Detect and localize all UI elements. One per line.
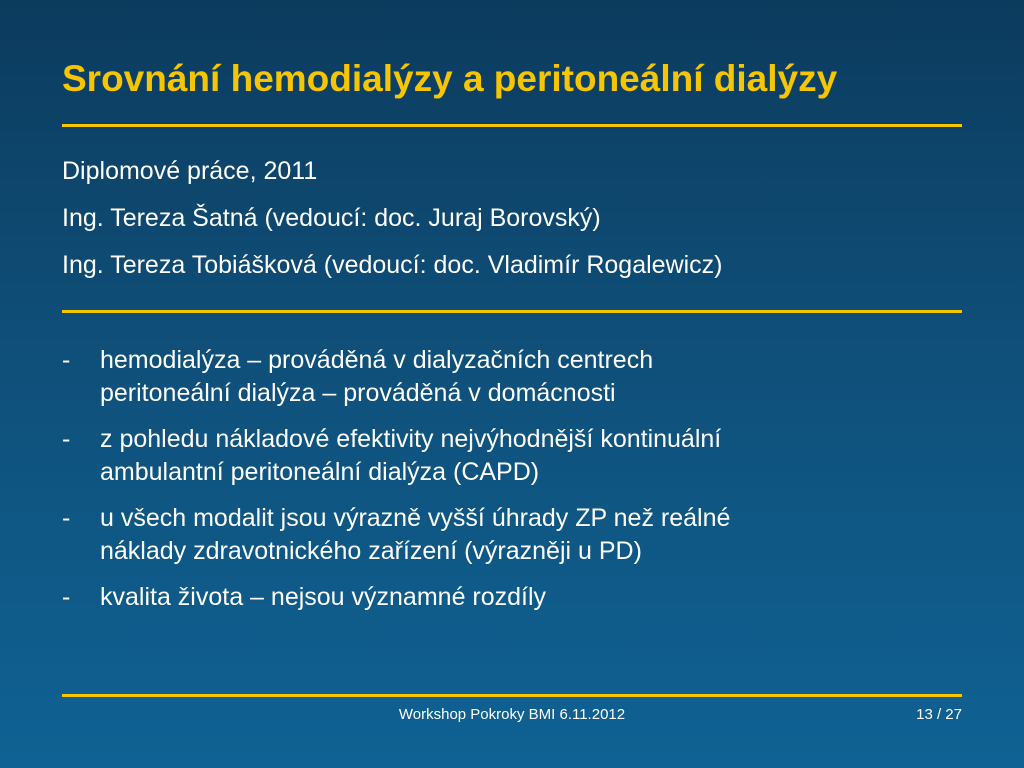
intro-block: [62, 148, 723, 289]
intro-line-thesis: Diplomové práce, 2011: [62, 157, 318, 185]
title-divider: [62, 124, 962, 127]
page-number: 13 / 27: [916, 706, 962, 723]
list-item: [62, 502, 972, 568]
bullet-text: z pohledu nákladové efektivity nejvýhodnější kontinuální: [100, 425, 722, 453]
bullet-text: u všech modalit jsou výrazně vyšší úhrady ZP než reálné: [100, 504, 731, 532]
intro-divider: [62, 310, 962, 313]
bullet-list: [62, 344, 972, 627]
bullet-text: ambulantní peritoneální dialýza (CAPD): [100, 458, 540, 486]
list-item: [62, 344, 972, 410]
bullet-text: náklady zdravotnického zařízení (výrazněji u PD): [100, 537, 642, 565]
bullet-marker: -: [62, 504, 71, 532]
slide-title: Srovnání hemodialýzy a peritoneální dialýzy: [62, 58, 838, 99]
bullet-text: hemodialýza – prováděná v dialyzačních centrech: [100, 346, 654, 374]
footer-event: Workshop Pokroky BMI 6.11.2012: [398, 706, 626, 723]
bullet-marker: -: [62, 583, 71, 611]
intro-line-author-2: Ing. Tereza Tobiášková (vedoucí: doc. Vladimír Rogalewicz): [62, 251, 723, 279]
list-item: [62, 423, 972, 489]
footer-divider: [62, 694, 962, 697]
bullet-text: kvalita života – nejsou významné rozdíly: [100, 583, 547, 611]
list-item: [62, 581, 972, 614]
bullet-marker: -: [62, 425, 71, 453]
intro-line-author-1: Ing. Tereza Šatná (vedoucí: doc. Juraj Borovský): [62, 204, 601, 232]
bullet-marker: -: [62, 346, 71, 374]
bullet-text: peritoneální dialýza – prováděná v domácnosti: [100, 379, 616, 407]
